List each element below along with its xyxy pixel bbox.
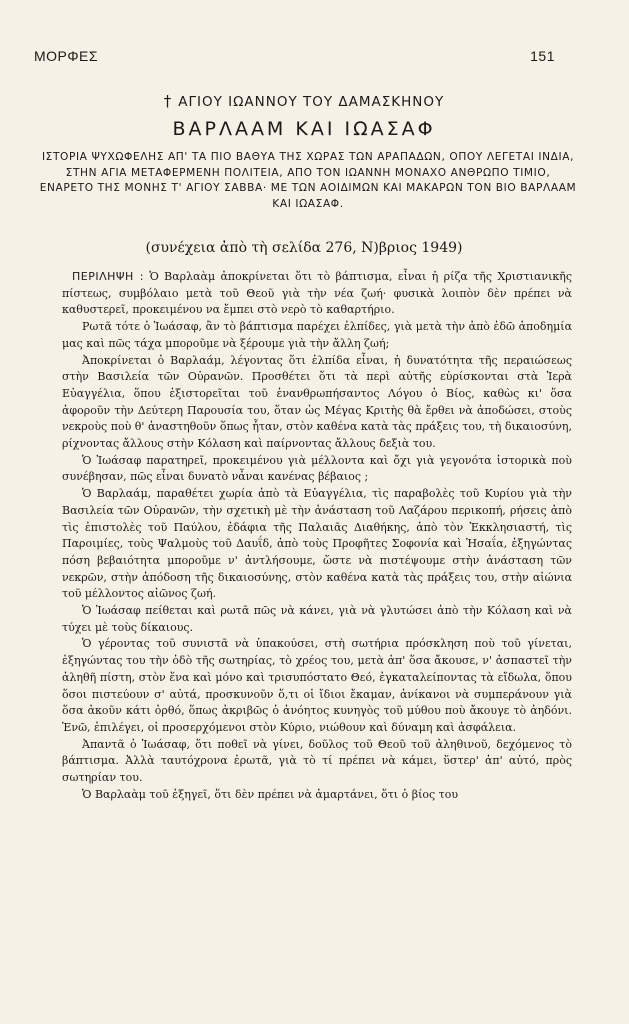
author-name: ΑΓΙΟΥ ΙΩΑΝΝΟΥ ΤΟΥ ΔΑΜΑΣΚΗΝΟΥ — [178, 94, 445, 110]
paragraph: Ἀπαντᾶ ὁ Ἰωάσαφ, ὅτι ποθεῖ νὰ γίνει, δοῦλος τοῦ Θεοῦ τοῦ ἀληθινοῦ, δεχόμενος τὸ βάπτισμα. Ἀλλὰ ταυτόχρονα ἐρωτᾶ, γιὰ τὸ τί πρέπει νὰ κάμει, ὕστερ' ἀπ' αὐτό, πρὸς σωτηρίαν του. — [62, 737, 572, 785]
paragraph — [62, 269, 572, 319]
paragraph: Ρωτᾶ τότε ὁ Ἰωάσαφ, ἂν τὸ βάπτισμα παρέχει ἐλπίδες, γιὰ μετὰ τὴν ἀπὸ ἐδῶ ἀποδημία μας καὶ πῶς τάχα μποροῦμε νὰ ξέρουμε γιὰ τὴν ἄλλη ζωή; — [62, 320, 572, 350]
paragraph: Ὁ Ἰωάσαφ παρατηρεῖ, προκειμένου γιὰ μέλλοντα καὶ ὄχι γιὰ γεγονότα ἱστορικὰ ποὺ συνέβησαν, πῶς εἶναι δυνατὸ νἆναι κανένας βέβαιος ; — [62, 453, 572, 484]
paragraph: Ὁ Ἰωάσαφ πείθεται καὶ ρωτᾶ πῶς νὰ κάνει, γιὰ νὰ γλυτώσει ἀπὸ τὴν Κόλαση καὶ νὰ τύχει μὲ τοὺς δίκαιους. — [62, 604, 572, 634]
cross-symbol: † — [163, 92, 173, 110]
running-head — [34, 48, 555, 68]
article-subtitle: ΙΣΤΟΡΙΑ ΨΥΧΩΦΕΛΗΣ ΑΠ' ΤΑ ΠΙΟ ΒΑΘΥΑ ΤΗΣ ΧΩΡΑΣ ΤΩΝ ΑΡΑΠΑΔΩΝ, ΟΠΟΥ ΛΕΓΕΤΑΙ ΙΝΔΙΑ, ΣΤΗΝ ΑΓΙΑ ΜΕΤΑΦΕΡΜΕΝΗ ΠΟΛΙΤΕΙΑ, ΑΠΟ ΤΟΝ ΙΩΑΝΝΗ ΜΟΝΑΧΟ ΑΝΘΡΩΠΟ ΤΙΜΙΟ, ΕΝΑΡΕΤΟ ΤΗΣ ΜΟΝΗΣ Τ' ΑΓΙΟΥ ΣΑΒΒΑ· ΜΕ ΤΩΝ ΑΟΙΔΙΜΩΝ ΚΑΙ ΜΑΚΑΡΩΝ ΤΟΝ ΒΙΟ ΒΑΡΛΑΑΜ ΚΑΙ ΙΩΑΣΑΦ. — [39, 151, 577, 210]
journal-name: ΜΟΡΦΕΣ — [34, 48, 99, 64]
paragraph: Ὁ Βαρλαάμ, παραθέτει χωρία ἀπὸ τὰ Εὐαγγέλια, τὶς παραβολὲς τοῦ Κυρίου γιὰ τὴν Βασιλεία τῶν Οὐρανῶν, τὴν σχετικὴ μὲ τὴν ἀνάσταση τοῦ Λαζάρου περικοπή, ρήσεις ἀπὸ τὶς ἐπιστολὲς τοῦ Παύλου, ἐδάφια τῆς Παλαιᾶς Διαθήκης, ἀπὸ τὸν Ἐκκλησιαστή, τὶς Παροιμίες, τοὺς Ψαλμοὺς τοῦ Δαυΐδ, ἀπὸ τοὺς Προφῆτες Σοφονία καὶ Ἡσαΐα, ἐξηγώντας πόση βεβαιότητα μποροῦμε ν' ἀντλήσουμε, ὥστε νὰ πιστέψουμε στὴν ἀνάσταση τῶν νεκρῶν, στὴν ἀπόδοση τῆς δικαιοσύνης, στὸν καθένα κατὰ τὰς πράξεις του, στὴν αἰώνια τοῦ μέλλοντος αἰῶνος ζωή. — [62, 487, 572, 601]
continuation-note: (συνέχεια ἀπὸ τὴ σελίδα 276, Ν)βριος 1949) — [145, 240, 463, 256]
article-body — [62, 269, 572, 804]
paragraph: Ὁ Βαρλαὰμ τοῦ ἐξηγεῖ, ὅτι δὲν πρέπει νὰ ἁμαρτάνει, ὅτι ὁ βίος του — [82, 787, 459, 801]
article-author — [30, 92, 578, 110]
summary-label: ΠΕΡΙΛΗΨΗ : — [72, 270, 144, 283]
paragraph: Ὁ γέροντας τοῦ συνιστᾶ νὰ ὑπακούσει, στὴ σωτήρια πρόσκληση ποὺ τοῦ γίνεται, ἐξηγώντας του τὴν ὁδὸ τῆς σωτηρίας, τὸ χρέος του, μετὰ ἀπ' ὅσα ἄκουσε, ν' ἀσπαστεῖ τὴν ἀληθῆ πίστη, στὸν ἕνα καὶ μόνο καὶ τρισυπόστατο Θεό, ἐγκαταλείποντας τὰ εἴδωλα, ὅπου ὅσοι πιστεύουν σ' αὐτά, προσκυνοῦν ὅ,τι οἱ ἴδιοι ἔκαμαν, ἀνίκανοι νὰ συμπεράνουν γιὰ ὅσα ἀκοῦν κάτι ὀρθό, ὅπως ἀκριβῶς ὁ ἀνόητος κυνηγὸς τοῦ μύθου ποὺ ἄκουγε τὸ ἀηδόνι. Ἐνῶ, ἐπιλέγει, οἱ προσερχόμενοι στὸν Κύριο, νιώθουν καὶ δύναμη καὶ ἀσφάλεια. — [62, 637, 572, 734]
page-number: 151 — [530, 48, 555, 64]
paragraph: Ἀποκρίνεται ὁ Βαρλαάμ, λέγοντας ὅτι ἐλπίδα εἶναι, ἡ δυνατότητα τῆς περαιώσεως στὴν Βασιλεία τῶν Οὐρανῶν. Προσθέτει ὅτι τὰ περὶ αὐτῆς εὑρίσκονται στὰ Ἱερὰ Εὐαγγέλια, ὅπου ἐξιστορεῖται τοῦ ἐνανθρωπήσαντος Λόγου ὁ Βίος, καθὼς κι' ὅσα ἀφοροῦν τὴν Δεύτερη Παρουσία του, ὅταν ὡς Μέγας Κριτὴς θὰ ἔρθει νὰ ἀποδώσει, στοὺς νεκροὺς ποὺ θ' ἀναστηθοῦν ὅπως ἦταν, στὸν καθένα κατὰ τὰς πράξεις του, τὴ δικαιοσύνη, ρίχνοντας ἄλλους στὴν Κόλαση καὶ παίρνοντας ἄλλους δεξιὰ του. — [62, 353, 572, 451]
article-title: ΒΑΡΛΑΑΜ ΚΑΙ ΙΩΑΣΑΦ — [172, 118, 436, 140]
paragraph-text: Ὁ Βαρλαὰμ ἀποκρίνεται ὅτι τὸ βάπτισμα, εἶναι ἡ ρίζα τῆς Χριστιανικῆς πίστεως, συμβόλαιο μετὰ τοῦ Θεοῦ γιὰ τὴν νέα ζωή· φυσικὰ λοιπὸν δὲν πρέπει νὰ καθυστερεῖ, προκειμένου να ἔμπει στὸ νερὸ τὸ καθαρτήριο. — [62, 270, 573, 317]
